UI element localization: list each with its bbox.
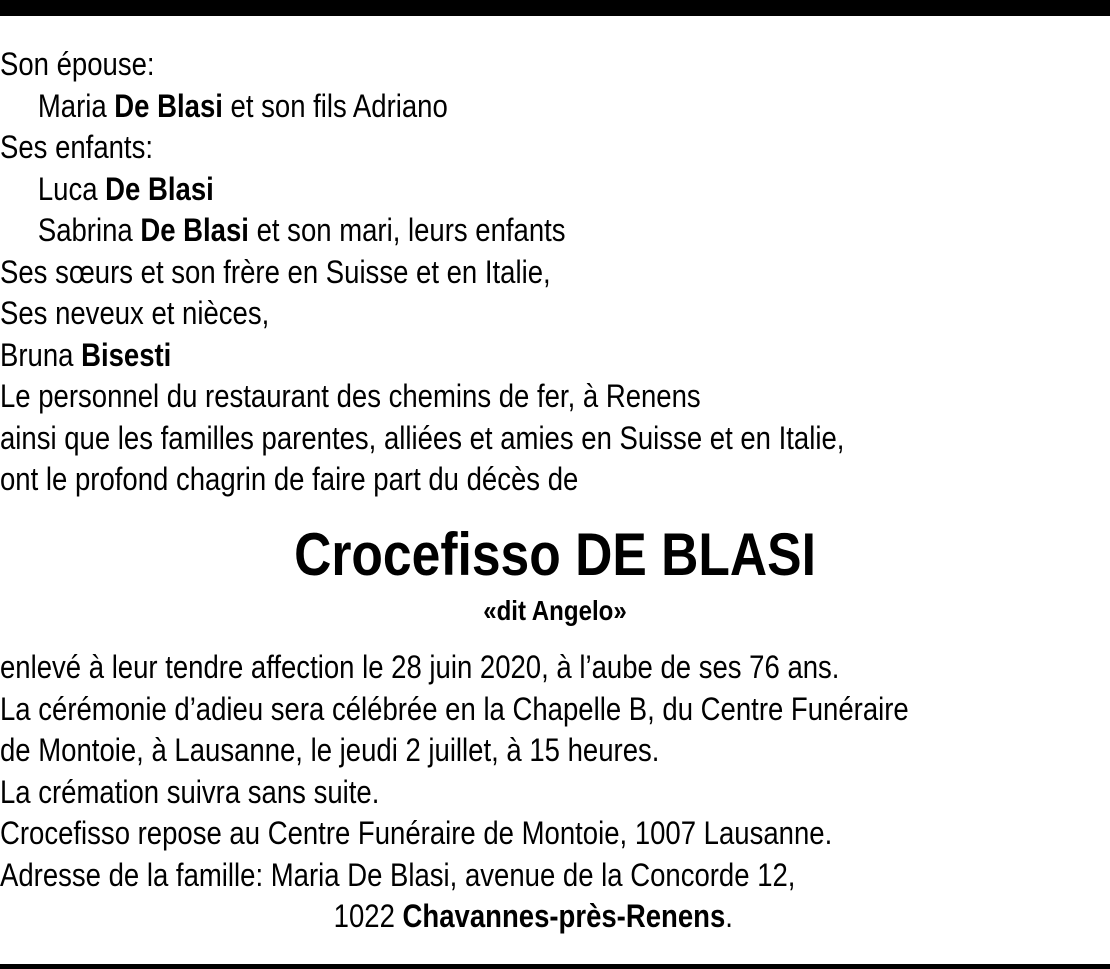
child1-surname: De Blasi [105, 170, 214, 207]
details-line-2: La cérémonie d’adieu sera célébrée en la Chapelle B, du Centre Funéraire [0, 690, 909, 727]
details-line-4: La crémation suivra sans suite. [0, 773, 380, 810]
children-label: Ses enfants: [0, 129, 153, 165]
staff-line: Le personnel du restaurant des chemins de fer, à Renens [0, 378, 701, 414]
spouse-label: Son épouse: [0, 46, 155, 82]
child1-line [0, 169, 955, 211]
spouse-line [0, 86, 955, 128]
family-list [0, 44, 1110, 501]
announcement-line: ont le profond chagrin de faire part du décès de [0, 461, 579, 497]
address-town-line [0, 896, 955, 938]
spouse-surname: De Blasi [114, 87, 223, 124]
child1-first-name: Luca [37, 170, 106, 207]
details-line-5: Crocefisso repose au Centre Funéraire de Montoie, 1007 Lausanne. [0, 815, 833, 851]
details-line-1: enlevé à leur tendre affection le 28 juin 2020, à l’aube de ses 76 ans. [0, 649, 840, 685]
nephews-line: Ses neveux et nièces, [0, 295, 270, 331]
postcode: 1022 [333, 898, 403, 934]
deceased-nickname: «dit Angelo» [483, 595, 627, 626]
ceremony-details [0, 647, 1110, 938]
child2-surname: De Blasi [140, 212, 249, 248]
spouse-rest: et son fils Adriano [222, 87, 448, 124]
spouse-first-name: Maria [37, 87, 115, 124]
child2-rest: et son mari, leurs enfants [248, 212, 566, 248]
town-name: Chavannes-près-Renens [402, 898, 726, 934]
details-line-3: de Montoie, à Lausanne, le jeudi 2 juillet, à 15 heures. [0, 732, 660, 768]
relatives-line: ainsi que les familles parentes, alliées et amies en Suisse et en Italie, [0, 419, 845, 456]
friend-surname: Bisesti [81, 336, 172, 373]
friend-first-name: Bruna [0, 336, 82, 373]
siblings-line: Ses sœurs et son frère en Suisse et en Italie, [0, 253, 551, 290]
child2-first-name: Sabrina [37, 212, 141, 248]
bottom-border-rule [0, 964, 1110, 969]
child2-line [0, 210, 955, 252]
friend-line [0, 335, 955, 377]
details-line-6: Adresse de la famille: Maria De Blasi, avenue de la Concorde 12, [0, 856, 796, 893]
town-period: . [725, 898, 733, 934]
deceased-name: Crocefisso DE BLASI [294, 521, 816, 588]
top-border-rule [0, 0, 1110, 16]
